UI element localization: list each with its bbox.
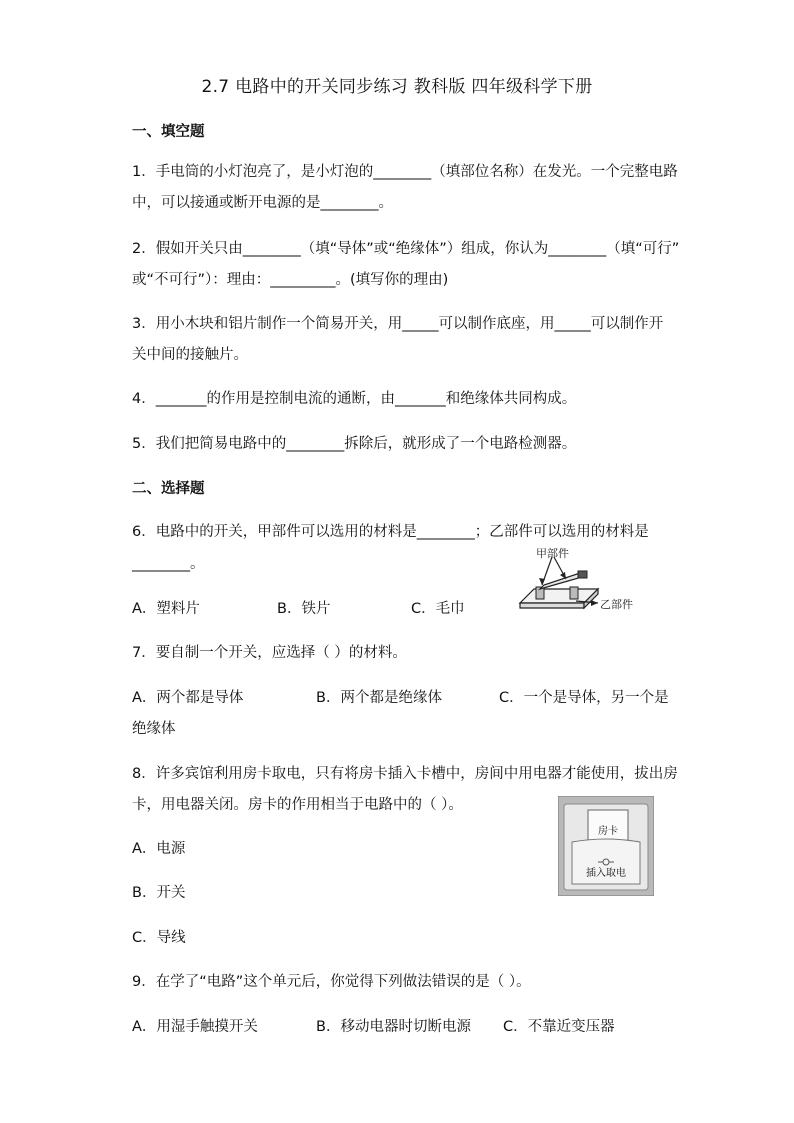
q6-line1: 6．电路中的开关，甲部件可以选用的材料是________；乙部件可以选用的材料是	[132, 524, 649, 540]
q6-line2: ________。	[132, 556, 205, 572]
section-fill-blank: 一、填空题	[132, 124, 205, 140]
q4-line1: 4．_______的作用是控制电流的通断，由_______和绝缘体共同构成。	[132, 391, 577, 407]
section-choice: 二、选择题	[132, 481, 205, 497]
page-title: 2.7 电路中的开关同步练习 教科版 四年级科学下册	[201, 77, 593, 97]
q6-option-b: B．铁片	[277, 601, 331, 617]
q8-option-c: C．导线	[132, 930, 186, 946]
q3-line1: 3．用小木块和铝片制作一个简易开关，用_____可以制作底座，用_____可以制作开	[132, 316, 664, 332]
q5-line1: 5．我们把简易电路中的________拆除后，就形成了一个电路检测器。	[132, 436, 577, 452]
q1-line1: 1．手电筒的小灯泡亮了，是小灯泡的________（填部位名称）在发光。一个完整电路	[132, 164, 678, 180]
switch-label-jia: 甲部件	[536, 547, 569, 560]
q7-option-a: A．两个都是导体	[132, 690, 244, 706]
q9-line1: 9．在学了“电路”这个单元后，你觉得下列做法错误的是（ ）。	[132, 974, 531, 990]
q7-option-c-cont: 绝缘体	[132, 721, 176, 737]
q3-line2: 关中间的接触片。	[132, 347, 248, 363]
q7-option-b: B．两个都是绝缘体	[316, 690, 442, 706]
slot-label: 插入取电	[586, 868, 626, 879]
q9-option-a: A．用湿手触摸开关	[132, 1019, 258, 1035]
q1-line2: 中，可以接通或断开电源的是________。	[132, 195, 393, 211]
q6-option-a: A．塑料片	[132, 601, 200, 617]
q8-option-b: B．开关	[132, 885, 186, 901]
q8-option-a: A．电源	[132, 841, 186, 857]
room-card-photo	[558, 796, 654, 896]
card-label: 房卡	[598, 826, 618, 837]
q6-option-c: C．毛巾	[411, 601, 465, 617]
q2-line1: 2．假如开关只由________（填“导体”或“绝缘体”）组成，你认为________（填“可行”	[132, 241, 680, 257]
q2-line2: 或“不可行”）：理由：_________。(填写你的理由)	[132, 272, 449, 288]
q7-line1: 7．要自制一个开关，应选择（ ）的材料。	[132, 645, 407, 661]
switch-label-yi: 乙部件	[600, 598, 633, 611]
q7-option-c: C．一个是导体，另一个是	[499, 690, 669, 706]
q8-line2: 卡，用电器关闭。房卡的作用相当于电路中的（ ）。	[132, 797, 463, 813]
q9-option-c: C．不靠近变压器	[503, 1019, 615, 1035]
switch-figure	[514, 545, 644, 617]
q8-line1: 8．许多宾馆利用房卡取电，只有将房卡插入卡槽中，房间中用电器才能使用，拔出房	[132, 766, 678, 782]
q9-option-b: B．移动电器时切断电源	[316, 1019, 471, 1035]
